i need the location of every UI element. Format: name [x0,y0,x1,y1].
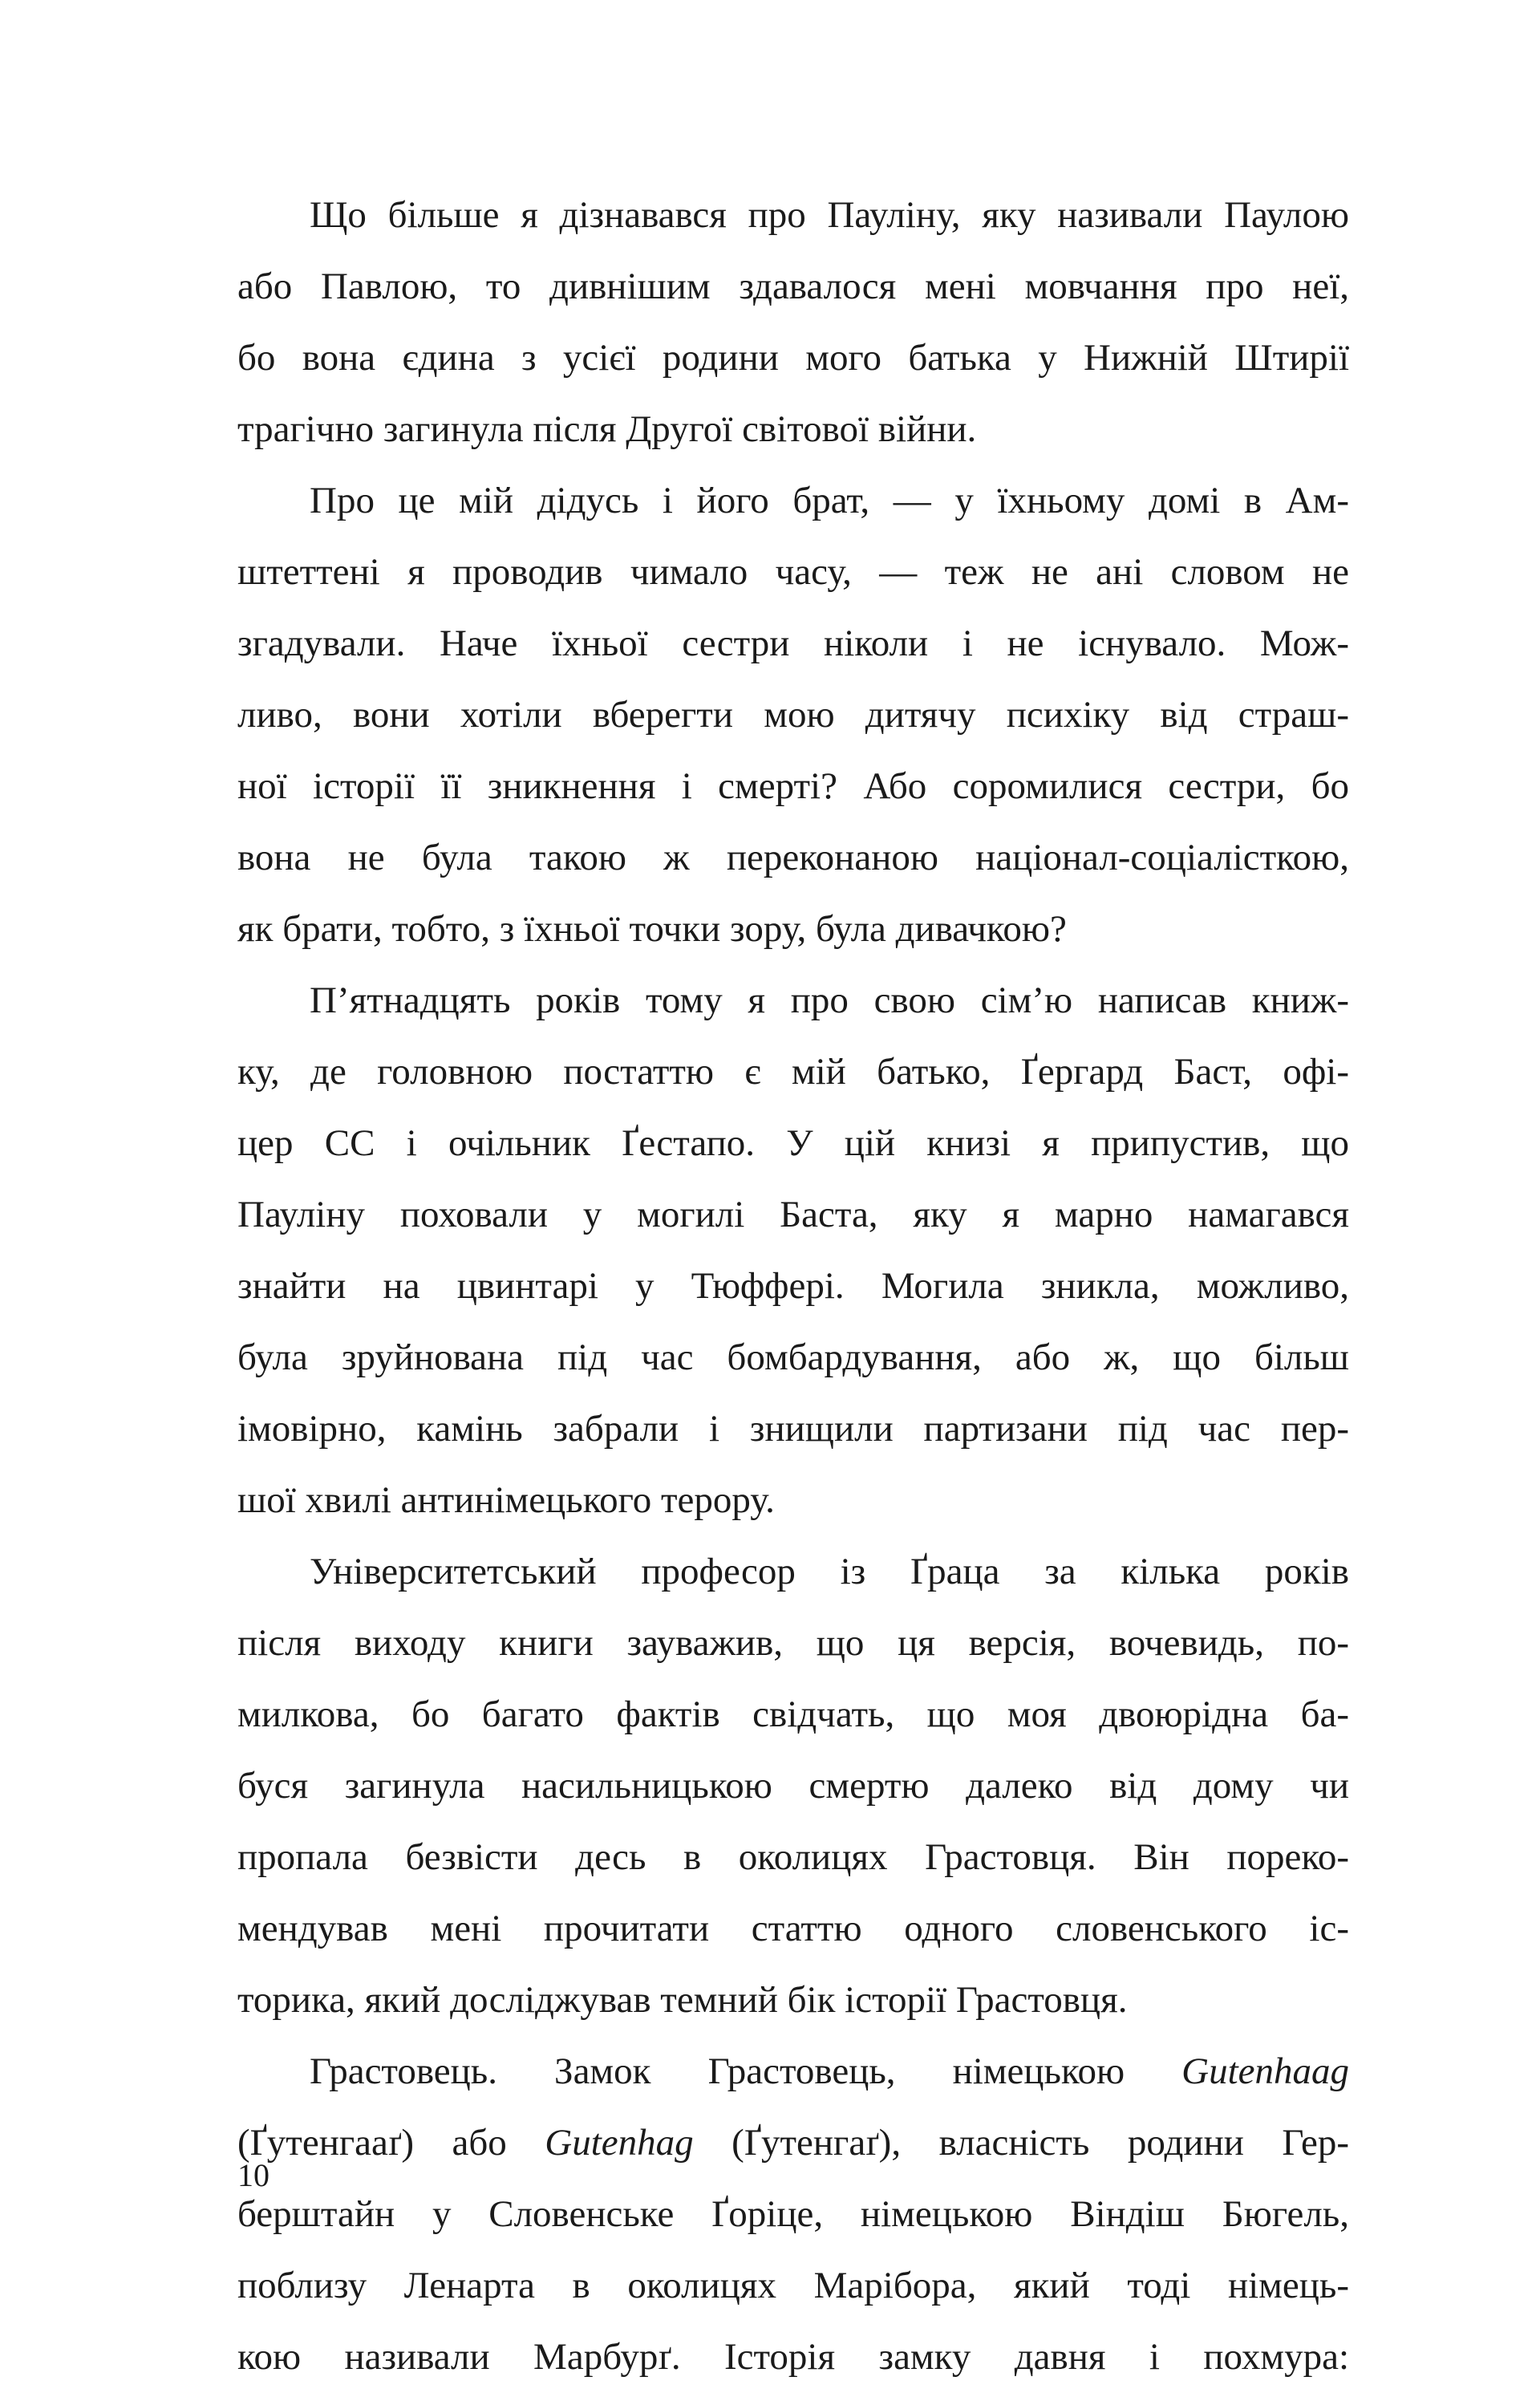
text-line [237,679,1349,751]
text-line [237,822,1349,894]
text-line [237,1608,1349,1679]
text-line [237,2107,1349,2179]
text-segment: Університетський професор із Ґраца за кілька років [310,1551,1349,1592]
text-line [237,2322,1349,2393]
text-line [237,537,1349,608]
text-line [237,322,1349,394]
text-line [237,1536,1349,1608]
text-segment: мендував мені прочитати статтю одного словенського іс- [237,1908,1349,1949]
text-segment: Про це мій дідусь і його брат, — у їхньому домі в Ам- [310,480,1349,521]
text-segment: ливо, вони хотіли вберегти мою дитячу психіку від страш- [237,694,1349,736]
text-segment: ку, де головною постаттю є мій батько, Ґергард Баст, офі- [237,1051,1349,1093]
text-segment: кою називали Марбурґ. Історія замку давня і похмура: [237,2336,1349,2378]
text-segment: була зруйнована під час бомбардування, або ж, що більш [237,1336,1349,1378]
text-segment: пропала безвісти десь в околицях Грастовця. Він пореко- [237,1836,1349,1878]
text-line [237,1393,1349,1465]
text-segment: або Павлою, то дивнішим здавалося мені мовчання про неї, [237,266,1349,307]
text-line [237,608,1349,679]
paragraph [237,465,1349,965]
text-line [237,965,1349,1036]
paragraph [237,1536,1349,2036]
text-segment: трагічно загинула після Другої світової війни. [237,408,977,450]
text-line [237,1108,1349,1179]
text-line [237,1179,1349,1251]
text-line [237,394,1349,465]
text-line [237,894,1349,965]
text-line [237,1251,1349,1322]
page-number: 10 [237,2157,270,2193]
text-segment: торика, який досліджував темний бік історії Грастовця. [237,1979,1128,2021]
text-line [237,751,1349,822]
text-line [237,251,1349,322]
text-segment: берштайн у Словенське Ґоріце, німецькою Віндіш Бюгель, [237,2193,1349,2235]
text-segment: ної історії її зникнення і смерті? Або соромилися сестри, бо [237,765,1349,807]
text-line [237,2036,1349,2107]
text-line [237,2179,1349,2250]
text-segment: вона не була такою ж переконаною націонал-соціалісткою, [237,837,1349,878]
text-line [237,1965,1349,2036]
text-segment: поблизу Ленарта в околицях Марібора, який тоді німець- [237,2265,1349,2306]
paragraph [237,965,1349,1536]
text-segment: знайти на цвинтарі у Тюффері. Могила зникла, можливо, [237,1265,1349,1307]
text-segment: П’ятнадцять років тому я про свою сім’ю написав книж- [310,980,1349,1021]
text-line [237,465,1349,537]
italic-text: Gutenhaag [1181,2050,1349,2092]
text-line [237,1750,1349,1822]
text-line [237,1322,1349,1393]
book-page-body [237,180,1349,2393]
text-segment: бо вона єдина з усієї родини мого батька у Нижній Штирії [237,337,1349,379]
paragraph [237,180,1349,465]
text-line [237,1822,1349,1893]
text-segment: як брати, тобто, з їхньої точки зору, була дивачкою? [237,908,1067,950]
text-segment: штеттені я проводив чимало часу, — теж не ані словом не [237,551,1349,593]
text-segment: шої хвилі антинімецького терору. [237,1479,775,1521]
text-line [237,1893,1349,1965]
text-segment: після виходу книги зауважив, що ця версія, вочевидь, по- [237,1622,1349,1664]
text-line [237,1679,1349,1750]
text-line [237,1036,1349,1108]
text-segment: Грастовець. Замок Грастовець, німецькою [310,2050,1182,2092]
text-segment: милкова, бо багато фактів свідчать, що моя двоюрідна ба- [237,1693,1349,1735]
paragraph [237,2036,1349,2393]
text-line [237,2250,1349,2322]
text-segment: імовірно, камінь забрали і знищили партизани під час пер- [237,1408,1349,1450]
text-segment: (Ґутенгааґ) або [237,2122,545,2164]
text-segment: згадували. Наче їхньої сестри ніколи і не існувало. Мож- [237,623,1349,664]
italic-text: Gutenhag [545,2122,694,2164]
text-segment: цер СС і очільник Ґестапо. У цій книзі я припустив, що [237,1122,1349,1164]
text-line [237,1465,1349,1536]
text-segment: Що більше я дізнавався про Пауліну, яку називали Паулою [310,194,1349,236]
text-segment: буся загинула насильницькою смертю далеко від дому чи [237,1765,1349,1807]
text-line [237,180,1349,251]
text-segment: (Ґутенгаґ), власність родини Гер- [693,2122,1349,2164]
text-segment: Пауліну поховали у могилі Баста, яку я марно намагався [237,1194,1349,1235]
